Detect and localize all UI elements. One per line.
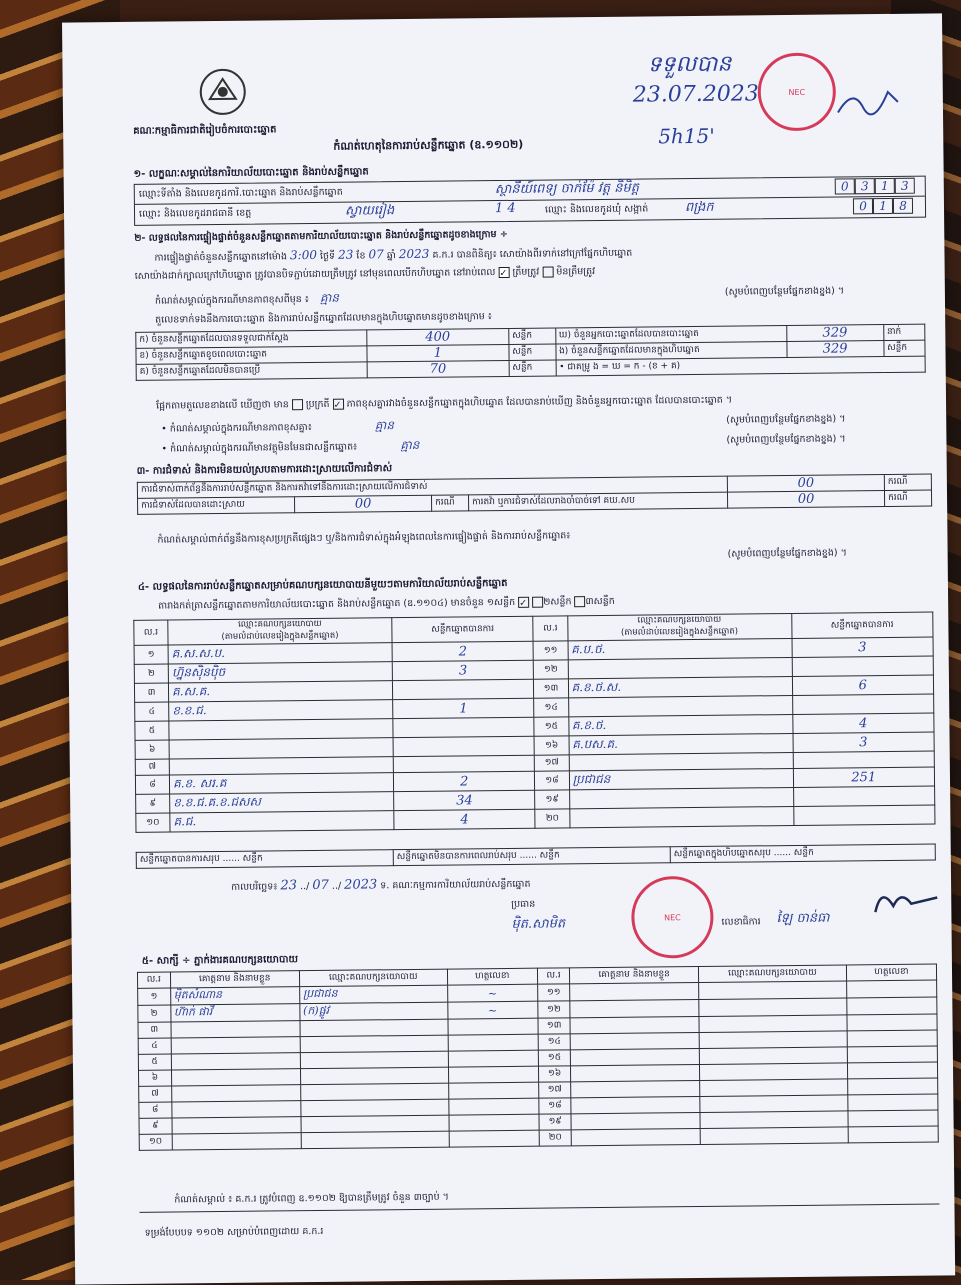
results-cell: ១១ — [534, 641, 568, 660]
results-cell: ១៩ — [535, 790, 569, 809]
results-summary: សន្លឹកឆ្នោតបានការសរុប ...... សន្លឹក សន្លឹកឆ្នោតមិនបានការពេលរាប់សរុប ...... សន្លឹក សន្លឹកឆ្នោតក្នុងហិបឆ្នោតសរុប ...... សន្លឹក — [136, 844, 936, 869]
figures-row: ខ) ចំនួនសន្លឹកឆ្នោតខូចពេលបោះឆ្នោត 1 សន្លឹក ង) ចំនួនសន្លឹកឆ្នោតដែលមានក្នុងហិបឆ្នោត 329 សន្លឹក — [136, 340, 925, 364]
witness-cell — [847, 1078, 937, 1095]
results-cell: ១៦ — [535, 736, 569, 755]
commune-value: ពង្រក — [684, 199, 714, 216]
chief-name: ម៉ិត.សាមិត — [511, 916, 566, 932]
results-cell: ៤ — [135, 702, 169, 721]
received-date: 23.07.2023 — [632, 81, 759, 108]
results-header: ល.រ ឈ្មោះគណបក្សនយោបាយ (តាមលំដាប់លេខរៀងក្នុងសន្លឹកឆ្នោត) សន្លឹកឆ្នោតបានការ ល.រ ឈ្មោះគណបក្សនយោបាយ (តាមលំដាប់លេខរៀងក្នុងសន្លឹកឆ្នោត) សន្លឹកឆ្នោតបានការ — [134, 612, 933, 645]
section4-title: ៤- លទ្ធផលនៃការរាប់សន្លឹកឆ្នោតសម្រាប់គណបក្សនយោបាយនីមួយៗតាមការិយាល័យរាប់សន្លឹកឆ្នោត — [137, 577, 508, 593]
witness-cell — [848, 1126, 938, 1143]
witness-cell: ម៉ិតសំណាន — [170, 987, 299, 1005]
results-cell: គ.ខ.ថ.ស. — [568, 676, 792, 697]
province-value: ស្វាយរៀង — [344, 203, 395, 219]
results-cell — [392, 679, 534, 699]
witness-cell: ១៩ — [539, 1114, 572, 1130]
results-cell: ៥ — [135, 721, 169, 740]
difference-note: កំណត់សម្គាល់ក្នុងករណីមានភាពខុសពីមុន ៖ គ្មាន — [154, 290, 340, 307]
results-cell: ខ.ខ.ជ. — [169, 700, 393, 721]
results-cell: 1 — [393, 698, 535, 718]
witness-cell: ៥ — [138, 1054, 171, 1070]
complaints-note-suffix: (សូមបំពេញបន្ថែមផ្នែកខាងខ្នង) ។ — [727, 547, 847, 560]
section5-title: ៥- សាក្សី ÷ ភ្នាក់ងារគណបក្សនយោបាយ — [141, 954, 299, 967]
witness-cell — [700, 1111, 848, 1129]
witness-cell — [301, 1099, 449, 1117]
complaints-table — [137, 474, 932, 515]
results-cell: 6 — [792, 675, 934, 695]
official-stamp-bottom: NEC — [631, 876, 714, 959]
secretary-signature — [871, 881, 941, 922]
results-cell: 2 — [393, 771, 535, 791]
section1-box — [134, 176, 926, 226]
witness-cell — [570, 982, 699, 1000]
witness-cell — [172, 1133, 301, 1150]
witness-cell — [699, 1063, 847, 1081]
witness-cell — [448, 1082, 538, 1099]
section1-title: ១- លក្ខណៈសម្គាល់នៃការិយាល័យបោះឆ្នោត និងរាប់សន្លឹកឆ្នោត — [133, 166, 369, 180]
results-cell: ១៥ — [534, 717, 568, 736]
witness-cell — [171, 1021, 300, 1038]
witness-cell: ៧ — [139, 1086, 172, 1102]
province-code: 1 4 — [494, 200, 516, 217]
witness-cell: ~ — [447, 984, 537, 1002]
witness-cell — [300, 1051, 448, 1069]
witness-cell — [698, 981, 846, 1000]
results-cell: គ.ជ. — [170, 811, 394, 832]
form-title: កំណត់ហេតុនៃការរាប់សន្លឹកឆ្នោត (ឧ.១១០២) — [333, 137, 524, 153]
witness-cell — [448, 1034, 538, 1051]
complaints-row: ការជំទាស់ពាក់ព័ន្ធនឹងការរាប់សន្លឹកឆ្នោត និងការតវ៉ាទៅនឹងការដោះស្រាយលើការជំទាស់ 00 ករណី — [137, 474, 931, 498]
tally-intro: តារាងកត់ត្រាសន្លឹកឆ្នោតតាមការិយាល័យបោះឆ្នោត និងរាប់សន្លឹកឆ្នោត (ឧ.១១០៤) មានចំនួន ១សន្លឹក ✓ ២សន្លឹក ៣សន្លឹក — [158, 595, 615, 612]
difference-checkbox: ✓ — [333, 399, 344, 410]
witness-cell — [846, 980, 936, 998]
footnote: កំណត់សម្គាល់ ៖ គ.ក.រ ត្រូវបំពេញ ឧ.១១០២ ឱ្យបានត្រឹមត្រូវ ចំនួន ៣ច្បាប់ ។ — [174, 1191, 449, 1206]
results-cell: ហ្វ៊ុនស៊ិនប៉ិច — [168, 662, 392, 683]
witness-cell — [571, 1112, 700, 1129]
section2-title: ២- លទ្ធផលនៃការផ្ទៀងផ្ទាត់ចំនួនសន្លឹកឆ្នោតតាមការិយាល័យបោះឆ្នោត និងរាប់សន្លឹកឆ្នោតដូចខាងក្រោម ÷ — [134, 228, 508, 244]
witness-cell — [172, 1117, 301, 1134]
witness-cell — [848, 1094, 938, 1111]
witness-cell: ប្រជាជន — [299, 985, 447, 1004]
witness-cell: ៨ — [139, 1102, 172, 1118]
witness-cell — [300, 1035, 448, 1053]
witness-cell: ៣ — [138, 1022, 171, 1038]
results-cell — [169, 738, 393, 759]
results-cell — [393, 717, 535, 737]
witness-cell: ១៧ — [538, 1082, 571, 1098]
results-cell — [569, 787, 793, 808]
results-cell — [792, 656, 934, 676]
witness-cell — [847, 1062, 937, 1079]
witness-cell — [847, 1046, 937, 1063]
witness-cell — [448, 1018, 538, 1035]
witness-cell: ៤ — [138, 1038, 171, 1054]
witness-cell — [301, 1115, 449, 1133]
witness-cell — [448, 1066, 538, 1083]
province-label: ឈ្មោះ និងលេខកូដរាជធានី ខេត្ត — [138, 207, 252, 220]
witness-cell: ៩ — [139, 1118, 172, 1134]
form-paper — [62, 13, 955, 1284]
figures-row: ក) ចំនួនសន្លឹកឆ្នោតដែលបានទទួលជាក់ស្ដែង 400 សន្លឹក ឃ) ចំនួនអ្នកបោះឆ្នោតដែលបានបោះឆ្នោត 329 នាក់ — [136, 324, 925, 348]
results-cell: ២ — [134, 664, 168, 683]
witness-cell — [848, 1110, 938, 1127]
witness-cell: ១០ — [139, 1134, 172, 1150]
witness-cell — [300, 1067, 448, 1085]
witness-cell — [300, 1083, 448, 1101]
nec-logo-icon — [197, 67, 248, 118]
received-label: ទទួលបាន — [647, 51, 732, 78]
date-line: កាលបរិច្ឆេទ៖ 23 ../ 07 ../ 2023 ទ. គណៈកម្មការការិយាល័យរាប់សន្លឹកឆ្នោត — [231, 877, 531, 894]
results-cell: ១ — [134, 645, 168, 664]
results-cell: 3 — [392, 660, 534, 680]
results-cell: ប្រជាជន — [569, 768, 793, 789]
witness-cell: ២ — [138, 1005, 171, 1022]
seal-not-ok-checkbox — [542, 266, 553, 277]
results-cell: 3 — [793, 732, 935, 752]
official-stamp-top: NEC — [757, 53, 836, 132]
results-cell: ១០ — [136, 813, 170, 832]
witness-cell — [171, 1037, 300, 1054]
org-name: គណៈកម្មាធិការជាតិរៀបចំការបោះឆ្នោត — [133, 124, 277, 137]
witness-cell — [448, 1050, 538, 1067]
secretary-label: លេខាធិការ — [721, 916, 761, 928]
bullet-nonballot: • កំណត់សម្គាល់ក្នុងករណីមានវត្ថុមិនមែនជាសន្លឹកឆ្នោត៖ គ្មាន — [161, 437, 420, 455]
check-time-line: ការផ្ទៀងផ្ទាត់ចំនួនសន្លឹកឆ្នោតនៅម៉ោង 3:00 ថ្ងៃទី 23 ខែ 07 ឆ្នាំ 2023 គ.ក.រ បានពិនិត្យ៖ សោយ៉ាងពីរទាក់នៅក្រៅផ្នែកហិបឆ្នោត — [154, 246, 633, 264]
complaints-note: កំណត់សម្គាល់ពាក់ព័ន្ធនឹងការខុសប្រក្រតីផ្សេងៗ ឬ/និងការជំទាស់ក្នុងអំឡុងពេលនៃការផ្ទៀងផ្ទាត់ និងការរាប់សន្លឹកឆ្នោត៖ — [157, 530, 571, 546]
results-cell — [793, 751, 935, 768]
witness-cell — [700, 1127, 848, 1145]
seal-line: សោយ៉ាងដាក់ក្បាលក្រៅហិបឆ្នោត ត្រូវបានបិទភ្ជាប់ដោយត្រឹមត្រូវ នៅមុនពេលបើកហិបឆ្នោត នៅរាប់ពេល ✓ ត្រឹមត្រូវ មិនត្រឹមត្រូវ — [134, 266, 596, 282]
witness-cell: ១២ — [538, 1001, 571, 1018]
results-cell: គ.ខ. សរ.គ — [169, 773, 393, 794]
witness-cell — [570, 999, 699, 1017]
results-cell — [569, 806, 793, 827]
results-cell: ១៧ — [535, 755, 569, 771]
witness-cell — [571, 1080, 700, 1097]
witness-cell — [449, 1098, 539, 1115]
results-cell: ៣ — [134, 683, 168, 702]
witness-cell — [572, 1128, 701, 1145]
witness-cell — [171, 1053, 300, 1070]
secretary-name: ឡៃ ចាន់ធា — [776, 910, 830, 927]
results-cell: 4 — [792, 713, 934, 733]
witness-table — [137, 963, 939, 1150]
witness-cell: ១៤ — [538, 1034, 571, 1050]
results-cell: 3 — [792, 637, 934, 657]
witness-cell: ១ — [138, 988, 171, 1005]
witness-cell — [300, 1019, 448, 1037]
witness-cell — [171, 1101, 300, 1118]
witness-header: ល.រ គោត្តនាម និងនាមខ្លួន ឈ្មោះគណបក្សនយោបាយ ហត្ថលេខា ល.រ គោត្តនាម និងនាមខ្លួន ឈ្មោះគណបក្សនយោបាយ ហត្ថលេខា — [137, 964, 936, 988]
witness-cell — [571, 1096, 700, 1113]
commune-label: ឈ្មោះ និងលេខកូដឃុំ សង្កាត់ — [544, 203, 649, 216]
title-time-note: 5h15' — [658, 123, 715, 149]
witness-cell: ១៦ — [538, 1066, 571, 1082]
witness-cell: ហ៊ាក់ ផាវី — [170, 1004, 299, 1022]
results-cell — [568, 695, 792, 716]
results-cell: 2 — [392, 641, 534, 661]
witness-cell: ~ — [447, 1001, 537, 1019]
results-cell: ១៤ — [534, 698, 568, 717]
results-cell: ២០ — [535, 809, 569, 828]
witness-cell — [571, 1032, 700, 1049]
witness-cell — [699, 1047, 847, 1065]
results-cell: ខ.ខ.ជ.គ.ខ.ជសស — [170, 792, 394, 813]
results-cell: ៧ — [135, 759, 169, 775]
results-cell: គ.ស.គ. — [169, 681, 393, 702]
witness-cell — [699, 998, 847, 1017]
witness-cell — [699, 1031, 847, 1049]
seal-ok-checkbox: ✓ — [498, 267, 509, 278]
witness-cell — [301, 1131, 449, 1149]
witness-cell — [700, 1079, 848, 1097]
results-cell: ៦ — [135, 740, 169, 759]
signature-top — [833, 82, 903, 123]
figures-row: គ) ចំនួនសន្លឹកឆ្នោតដែលមិនបានប្រើ 70 សន្លឹក • ជាគម្រូ ង = ឃ = ក - (ខ + គ) — [136, 356, 925, 380]
witness-cell — [571, 1064, 700, 1081]
witness-cell — [171, 1069, 300, 1086]
figures-table — [135, 324, 925, 381]
witness-cell: ១៣ — [538, 1018, 571, 1034]
witness-cell: ១១ — [537, 984, 570, 1001]
results-cell: គ.ប.ថ. — [568, 639, 792, 660]
results-cell — [793, 786, 935, 806]
location-label: ឈ្មោះទីតាំង និងលេខកូដការិ.បោះឆ្នោត និងរាប់សន្លឹកឆ្នោត — [138, 186, 343, 200]
bullet-difference-suffix: (សូមបំពេញបន្ថែមផ្នែកខាងខ្នង) ។ — [726, 413, 846, 426]
results-cell: គ.ខ.ថ. — [568, 714, 792, 735]
witness-cell — [847, 1030, 937, 1047]
results-table — [133, 612, 935, 833]
witness-cell — [571, 1048, 700, 1065]
location-value: ស្ថានីយ៍ពេទ្យ ចាក់ម៉ែ វត្ត និមិត្ត — [494, 180, 640, 198]
results-cell: ៨ — [135, 775, 169, 794]
form-footer: ទម្រង់បែបបទ ១១០២ សម្រាប់បំពេញដោយ គ.ក.រ — [144, 1225, 324, 1239]
results-cell — [793, 805, 935, 825]
results-cell: គ.បស.គ. — [569, 733, 793, 754]
results-cell — [393, 755, 535, 772]
complaints-row: ការជំទាស់ដែលបានដោះស្រាយ 00 ករណី ការតវ៉ា ឬការជំទាស់ដែលរាងចាំបាច់ទៅ គឃ.សប 00 ករណី — [138, 490, 932, 514]
results-cell: 4 — [394, 809, 536, 829]
results-cell: ១២ — [534, 660, 568, 679]
witness-cell: ២០ — [539, 1130, 572, 1146]
witness-cell: ១៥ — [538, 1050, 571, 1066]
results-cell: ១៣ — [534, 679, 568, 698]
results-cell — [568, 658, 792, 679]
witness-cell: (ក)ផ្លូវ — [300, 1002, 448, 1021]
witness-cell — [449, 1130, 539, 1147]
witness-cell — [847, 1014, 937, 1031]
witness-cell: ៦ — [139, 1070, 172, 1086]
witness-cell — [700, 1095, 848, 1113]
bullet-difference: • កំណត់សម្គាល់ក្នុងករណីមានភាពខុសគ្នា៖ គ្មាន — [161, 418, 394, 435]
results-cell: ១៨ — [535, 771, 569, 790]
results-cell: 251 — [793, 767, 935, 787]
witness-cell — [847, 997, 937, 1015]
witness-cell — [449, 1114, 539, 1131]
results-cell — [393, 736, 535, 756]
commune-code: 0 1 8 — [853, 198, 913, 215]
figures-intro: តួលេខទាក់ទងនឹងការបោះឆ្នោត និងការរាប់សន្លឹកឆ្នោតដែលមានក្នុងហិបឆ្នោតមានដូចខាងក្រោម ៖ — [155, 311, 493, 326]
results-cell — [792, 694, 934, 714]
witness-cell — [171, 1085, 300, 1102]
location-code: 0 3 1 3 — [835, 178, 915, 195]
section3-title: ៣- ការជំទាស់ និងការមិនយល់ស្របតាមការដោះស្រាយលើការជំទាស់ — [136, 463, 393, 477]
witness-cell — [699, 1015, 847, 1033]
results-cell — [169, 719, 393, 740]
witness-cell: ១៨ — [539, 1098, 572, 1114]
results-cell: គ.ស.ស.ប. — [168, 643, 392, 664]
witness-cell — [570, 1016, 699, 1033]
difference-note-suffix: (សូមបំពេញបន្ថែមផ្នែកខាងខ្នង) ។ — [724, 285, 845, 298]
normal-checkbox — [292, 399, 303, 410]
chief-label: ប្រធាន — [511, 898, 536, 910]
results-cell: 34 — [394, 790, 536, 810]
results-cell: ៩ — [136, 794, 170, 813]
bullet-nonballot-suffix: (សូមបំពេញបន្ថែមផ្នែកខាងខ្នង) ។ — [726, 433, 846, 446]
compare-line: ផ្អែកតាមតួលេខខាងលើ ឃើញថា មាន ប្រក្រតី ✓ ភាពខុសគ្នារវាងចំនួនសន្លឹកឆ្នោតក្នុងហិបឆ្នោត ដែលបានរាប់ឃើញ និងចំនួនអ្នកបោះឆ្នោត ដែលបានបោះឆ្នោត ។ — [155, 394, 733, 412]
